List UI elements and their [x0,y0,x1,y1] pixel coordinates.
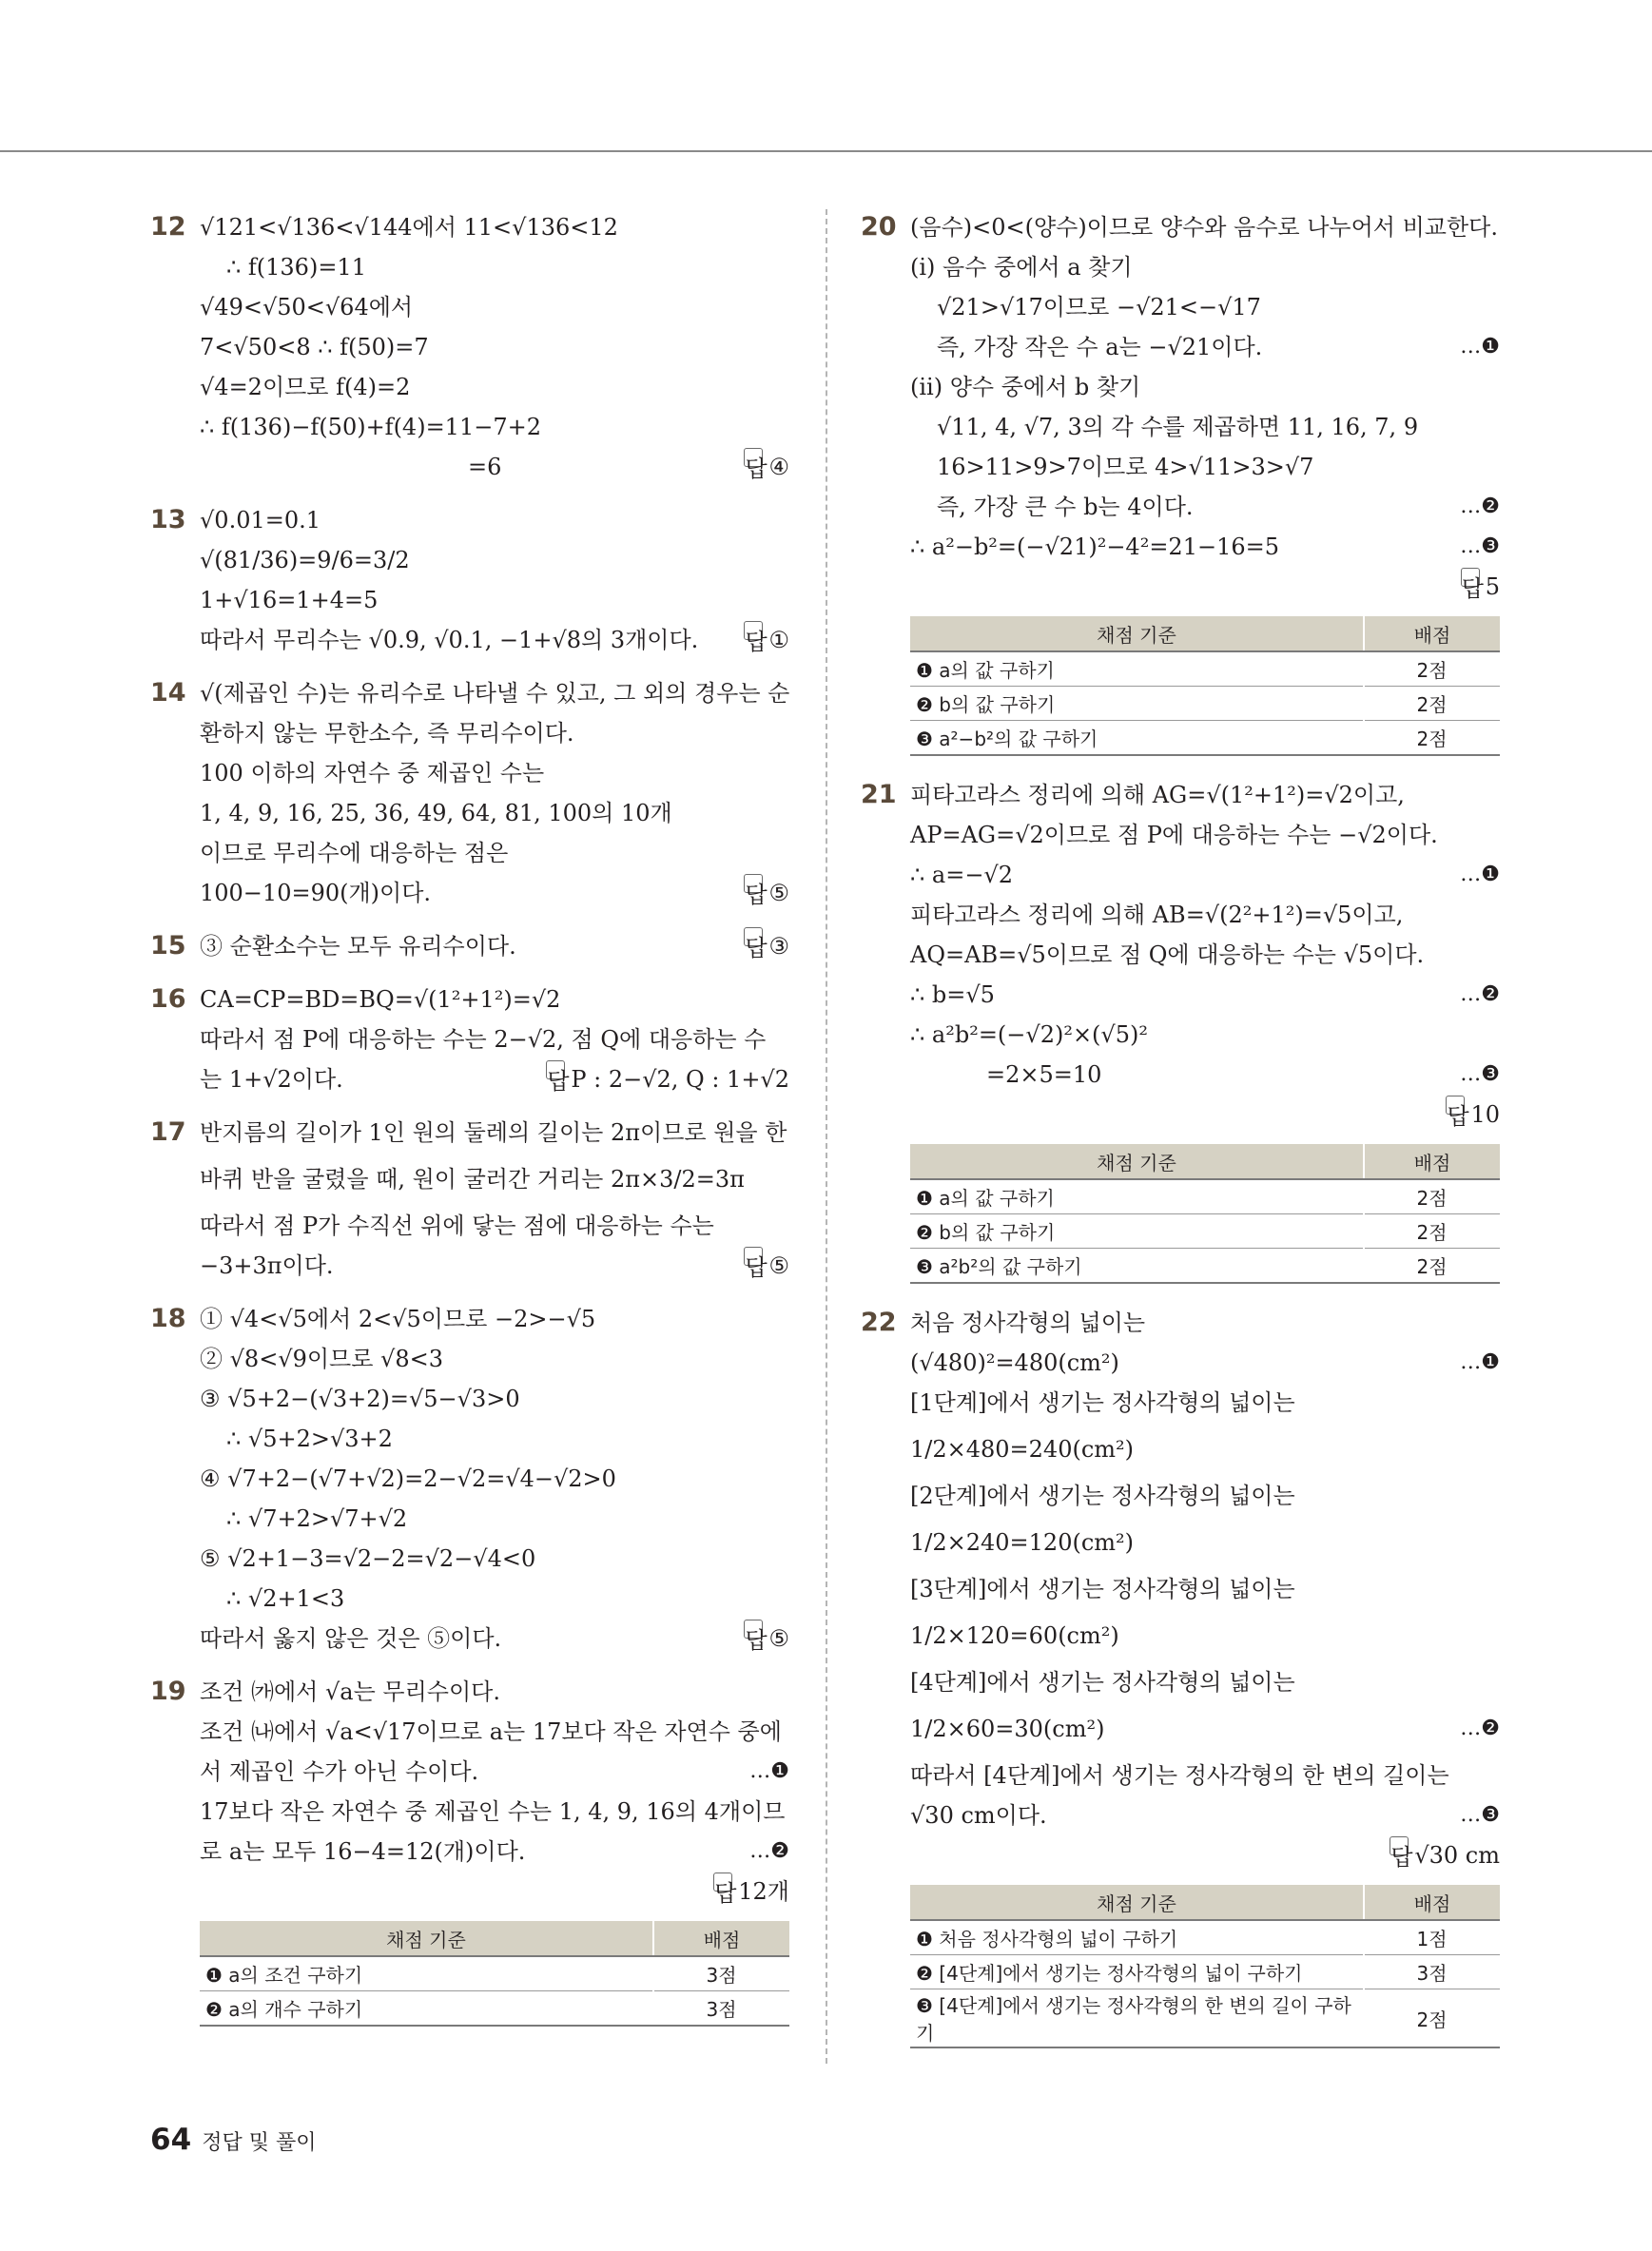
answer [1446,1095,1500,1135]
answer [744,873,789,913]
points-cell: 2점 [1364,687,1500,721]
solution-line [200,620,789,660]
solution-line: 100 이하의 자연수 중 제곱인 수는 [200,760,545,786]
points-cell: 2점 [1364,1989,1500,2048]
solution-line: 환하지 않는 무한소수, 즉 무리수이다. [200,720,574,747]
solution-line: ③ √5+2−(√3+2)=√5−√3>0 [200,1386,520,1412]
solution-line: ② √8<√9이므로 √8<3 [200,1346,443,1372]
footer-label: 정답 및 풀이 [202,2131,317,2155]
solution-line: [2단계]에서 생기는 정사각형의 넓이는 [910,1483,1295,1509]
points-cell: 2점 [1364,1179,1500,1214]
header-points: 배점 [1364,1885,1500,1920]
solution-text: ∴ a²−b²=(−√21)²−4²=21−16=5 [910,534,1279,560]
table-header [910,616,1500,651]
solution-line [910,487,1500,527]
answer [744,1619,789,1659]
solution-text: 즉, 가장 큰 수 b는 4이다. [937,494,1194,520]
step-marker: …❶ [1460,863,1500,886]
solution-line: ∴ √7+2>√7+√2 [226,1505,408,1532]
solution-text: −3+3π이다. [200,1252,334,1279]
solution-line: 따라서 [4단계]에서 생기는 정사각형의 한 변의 길이는 [910,1762,1449,1789]
solution-text: ③ 순환소수는 모두 유리수이다. [200,933,516,960]
solution-line: 이므로 무리수에 대응하는 점은 [200,840,509,866]
solution-line: AP=AG=√2이므로 점 P에 대응하는 수는 −√2이다. [910,822,1438,848]
solution-line: 피타고라스 정리에 의해 AG=√(1²+1²)=√2이고, [910,782,1405,808]
problem-16 [150,980,789,1099]
solution-line: 조건 ㈎에서 √a는 무리수이다. [200,1679,500,1705]
solution-line: (ⅱ) 양수 중에서 b 찾기 [910,374,1141,400]
problem-12 [150,207,789,487]
points-cell: 3점 [653,1956,789,1991]
table-row [910,1179,1500,1214]
page-footer [150,2123,316,2157]
table-row [910,721,1500,756]
table-row [910,1920,1500,1955]
answer-value: 5 [1485,573,1500,600]
problem-15 [150,926,789,966]
problem-number: 19 [150,1677,186,1706]
problem-number: 13 [150,505,186,534]
answer [1390,1835,1500,1875]
solution-line: √4=2이므로 f(4)=2 [200,374,411,400]
solution-text: =2×5=10 [986,1061,1102,1088]
scoring-table [200,1921,789,2027]
points-cell: 2점 [1364,721,1500,756]
problem-13 [150,500,789,660]
header-criteria: 채점 기준 [200,1921,653,1956]
solution-line: √49<√50<√64에서 [200,294,414,320]
points-cell: 2점 [1364,1249,1500,1284]
solution-text: 서 제곱인 수가 아닌 수이다. [200,1758,479,1785]
step-marker: …❶ [1460,1350,1500,1374]
scoring-table [910,616,1500,756]
table-row [910,1214,1500,1249]
answer [1461,567,1500,607]
problem-18 [150,1299,789,1659]
problem-22 [861,1303,1500,2048]
solution-line: ∴ a²b²=(−√2)²×(√5)² [910,1021,1148,1048]
solution-line [910,1055,1500,1095]
table-row [910,1249,1500,1284]
solution-line: AQ=AB=√5이므로 점 Q에 대응하는 수는 √5이다. [910,941,1425,968]
solution-line: √(81/36)=9/6=3/2 [200,547,410,573]
criteria-cell: ❷ b의 값 구하기 [910,687,1364,721]
answer-box-icon: 답 [1390,1836,1409,1855]
problem-21 [861,775,1500,1284]
points-cell: 1점 [1364,1920,1500,1955]
solution-line [200,1752,789,1792]
solution-line: ∴ √5+2>√3+2 [226,1426,393,1452]
solution-line: [4단계]에서 생기는 정사각형의 넓이는 [910,1669,1295,1696]
solution-line: ∴ √2+1<3 [226,1585,345,1612]
points-cell: 3점 [653,1991,789,2027]
solution-line [200,447,789,487]
solution-line [200,1059,789,1099]
problem-number: 12 [150,212,186,242]
solution-line: ④ √7+2−(√7+√2)=2−√2=√4−√2>0 [200,1465,616,1492]
answer-line [910,1835,1500,1875]
answer-box-icon: 답 [744,927,763,946]
solution-text: 따라서 옳지 않은 것은 ⑤이다. [200,1625,502,1652]
answer-value: P : 2−√2, Q : 1+√2 [571,1066,789,1093]
step-marker: …❷ [1460,982,1500,1006]
answer-value: ③ [768,933,789,960]
step-marker: …❸ [1460,1803,1500,1827]
solution-line: 1+√16=1+4=5 [200,587,379,613]
solution-line: 1, 4, 9, 16, 25, 36, 49, 64, 81, 100의 10개 [200,800,672,826]
header-criteria: 채점 기준 [910,1885,1364,1920]
solution-line: 처음 정사각형의 넓이는 [910,1310,1146,1336]
solution-line: √11, 4, √7, 3의 각 수를 제곱하면 11, 16, 7, 9 [937,414,1419,440]
answer [744,620,789,660]
solution-line: 바퀴 반을 굴렸을 때, 원이 굴러간 거리는 2π×3/2=3π [200,1166,745,1193]
criteria-cell: ❷ b의 값 구하기 [910,1214,1364,1249]
solution-line [910,327,1500,367]
page-number: 64 [150,2123,192,2157]
answer-box-icon: 답 [744,874,763,893]
step-marker: …❷ [1460,1717,1500,1740]
criteria-cell: ❶ 처음 정사각형의 넓이 구하기 [910,1920,1364,1955]
answer-value: 12개 [738,1878,789,1905]
criteria-cell: ❶ a의 값 구하기 [910,1179,1364,1214]
solution-line: (음수)<0<(양수)이므로 양수와 음수로 나누어서 비교한다. [910,214,1498,241]
solution-line [200,1619,789,1659]
answer-value: √30 cm [1414,1842,1500,1869]
answer-box-icon: 답 [744,448,763,467]
solution-line: ⑤ √2+1−3=√2−2=√2−√4<0 [200,1545,536,1572]
solution-text: 따라서 무리수는 √0.9, √0.1, −1+√8의 3개이다. [200,627,699,653]
problem-number: 17 [150,1117,186,1147]
solution-line [200,1832,789,1872]
solution-line [910,855,1500,895]
problem-20 [861,207,1500,756]
answer-box-icon: 답 [546,1060,565,1079]
scoring-table [910,1144,1500,1284]
solution-line: 피타고라스 정리에 의해 AB=√(2²+1²)=√5이고, [910,902,1404,928]
table-row [200,1956,789,1991]
header-criteria: 채점 기준 [910,616,1364,651]
table-row [910,687,1500,721]
criteria-cell: ❸ [4단계]에서 생기는 정사각형의 한 변의 길이 구하기 [910,1989,1364,2048]
criteria-cell: ❸ a²b²의 값 구하기 [910,1249,1364,1284]
answer-line [910,1095,1500,1135]
answer-value: ④ [768,454,789,480]
solution-line: 1/2×240=120(cm²) [910,1529,1135,1556]
solution-line [200,1246,789,1286]
answer-box-icon: 답 [1461,568,1480,587]
left-column [150,207,789,2027]
answer-value: ⑤ [768,880,789,906]
step-marker: …❸ [1460,534,1500,558]
points-cell: 2점 [1364,651,1500,687]
table-row [910,651,1500,687]
solution-line [200,873,789,913]
step-marker: …❷ [1460,495,1500,518]
solution-line: 따라서 점 P가 수직선 위에 닿는 점에 대응하는 수는 [200,1213,714,1239]
solution-line: 따라서 점 P에 대응하는 수는 2−√2, 점 Q에 대응하는 수 [200,1026,767,1053]
points-cell: 3점 [1364,1955,1500,1989]
solution-line: ① √4<√5에서 2<√5이므로 −2>−√5 [200,1306,596,1332]
problem-19 [150,1672,789,2027]
solution-line: √0.01=0.1 [200,507,321,534]
solution-text: ∴ a=−√2 [910,862,1013,888]
header-points: 배점 [653,1921,789,1956]
answer-box-icon: 답 [1446,1096,1465,1115]
solution-line: √21>√17이므로 −√21<−√17 [937,294,1261,320]
problem-number: 15 [150,931,186,961]
solution-text: =6 [468,454,502,480]
solution-line: 7<√50<8 ∴ f(50)=7 [200,334,429,360]
problem-number: 14 [150,678,186,708]
table-header [910,1885,1500,1920]
answer-value: ⑤ [768,1252,789,1279]
solution-line [200,926,789,966]
answer-value: ① [768,627,789,653]
solution-line [910,975,1500,1015]
solution-line: CA=CP=BD=BQ=√(1²+1²)=√2 [200,986,561,1013]
problem-17 [150,1113,789,1286]
solution-text: (√480)²=480(cm²) [910,1349,1119,1376]
solution-text: 100−10=90(개)이다. [200,880,432,906]
column-divider [826,209,827,2064]
answer [546,1059,789,1099]
points-cell: 2점 [1364,1214,1500,1249]
header-points: 배점 [1364,616,1500,651]
problem-number: 22 [861,1308,897,1337]
answer-line [910,567,1500,607]
solution-line [910,1702,1500,1756]
problem-number: 21 [861,780,897,809]
step-marker: …❶ [749,1759,789,1783]
criteria-cell: ❸ a²−b²의 값 구하기 [910,721,1364,756]
solution-line: 반지름의 길이가 1인 원의 둘레의 길이는 2π이므로 원을 한 [200,1119,787,1146]
table-row [200,1991,789,2027]
answer-box-icon: 답 [744,1620,763,1639]
answer-value: ⑤ [768,1625,789,1652]
table-header [910,1144,1500,1179]
solution-text: 즉, 가장 작은 수 a는 −√21이다. [937,334,1263,360]
answer-line [200,1872,789,1911]
header-points: 배점 [1364,1144,1500,1179]
solution-line: √121<√136<√144에서 11<√136<12 [200,214,618,241]
solution-line [910,527,1500,567]
table-header [200,1921,789,1956]
solution-line: 조건 ㈏에서 √a<√17이므로 a는 17보다 작은 자연수 중에 [200,1718,782,1745]
solution-line: (ⅰ) 음수 중에서 a 찾기 [910,254,1133,281]
criteria-cell: ❶ a의 값 구하기 [910,651,1364,687]
solution-line: [3단계]에서 생기는 정사각형의 넓이는 [910,1576,1295,1602]
solution-line: ∴ f(136)−f(50)+f(4)=11−7+2 [200,414,541,440]
problem-number: 20 [861,212,897,242]
step-marker: …❷ [749,1839,789,1863]
problem-number: 18 [150,1304,186,1333]
table-row [910,1989,1500,2048]
solution-line: ∴ f(136)=11 [226,254,366,281]
solution-line: 16>11>9>7이므로 4>√11>3>√7 [937,454,1314,480]
solution-text: ∴ b=√5 [910,981,995,1008]
table-row [910,1955,1500,1989]
solution-line: 1/2×120=60(cm²) [910,1622,1119,1649]
header-rule [0,150,1652,152]
step-marker: …❶ [1460,335,1500,359]
answer-box-icon: 답 [744,621,763,640]
criteria-cell: ❶ a의 조건 구하기 [200,1956,653,1991]
step-marker: …❸ [1460,1062,1500,1086]
criteria-cell: ❷ a의 개수 구하기 [200,1991,653,2027]
answer [713,1872,789,1911]
solution-text: √30 cm이다. [910,1802,1047,1829]
solution-line: 1/2×480=240(cm²) [910,1436,1135,1463]
solution-text: 1/2×60=30(cm²) [910,1716,1105,1742]
solution-line: [1단계]에서 생기는 정사각형의 넓이는 [910,1389,1295,1416]
solution-text: 로 a는 모두 16−4=12(개)이다. [200,1838,526,1865]
solution-line [910,1795,1500,1835]
solution-line: √(제곱인 수)는 유리수로 나타낼 수 있고, 그 외의 경우는 순 [200,680,790,707]
answer-value: 10 [1470,1101,1500,1128]
problem-14 [150,673,789,913]
answer [744,926,789,966]
criteria-cell: ❷ [4단계]에서 생기는 정사각형의 넓이 구하기 [910,1955,1364,1989]
header-criteria: 채점 기준 [910,1144,1364,1179]
solution-line [910,1343,1500,1383]
scoring-table [910,1885,1500,2048]
answer-box-icon: 답 [744,1247,763,1266]
answer [744,447,789,487]
problem-number: 16 [150,984,186,1014]
solution-text: 는 1+√2이다. [200,1066,343,1093]
answer [744,1246,789,1286]
answer-box-icon: 답 [713,1873,732,1892]
right-column [861,207,1500,2048]
solution-line: 17보다 작은 자연수 중 제곱인 수는 1, 4, 9, 16의 4개이므 [200,1798,786,1825]
